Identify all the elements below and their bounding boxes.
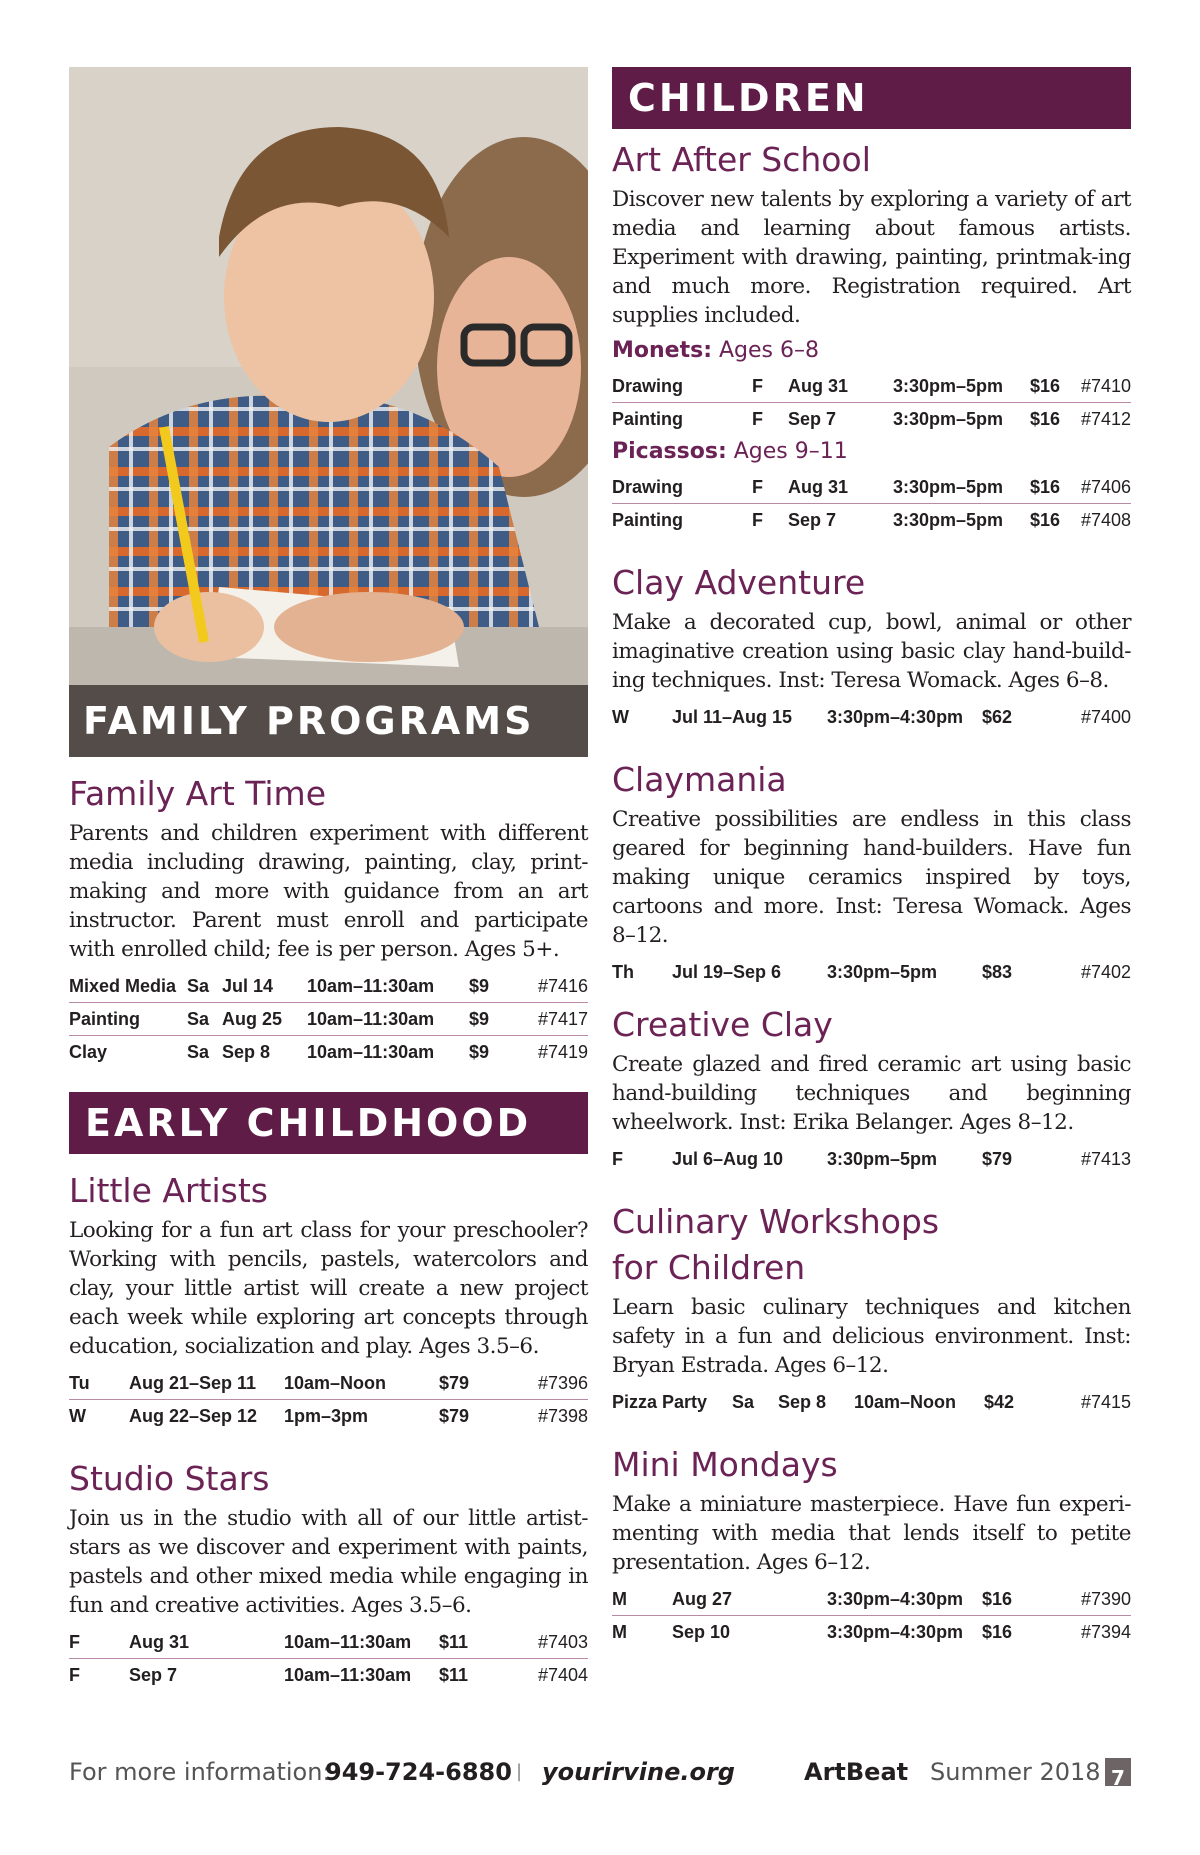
clay-adventure-schedule — [612, 701, 1131, 733]
class-date: Aug 22–Sep 12 — [129, 1400, 284, 1433]
footer-phone[interactable]: 949-724-6880 — [325, 1758, 512, 1786]
class-name: Pizza Party — [612, 1391, 708, 1412]
footer-publication: ArtBeat — [804, 1758, 909, 1786]
class-date: Aug 27 — [672, 1588, 733, 1609]
class-date: Aug 31 — [788, 476, 849, 497]
clay-adventure-title: Clay Adventure — [612, 563, 866, 602]
page-footer — [69, 1752, 1131, 1792]
class-number: #7400 — [1080, 706, 1131, 727]
class-fee: $62 — [982, 706, 1013, 727]
class-day: W — [612, 706, 629, 727]
class-date: Sep 7 — [788, 403, 893, 436]
studio-stars-description: Join us in the studio with all of our little artist-stars as we discover and experiment with paints, pastels and other mixed media while engaging in fun and creative activities. Ages 3.5–6. — [69, 1506, 588, 1618]
class-number: #7413 — [1080, 1148, 1131, 1169]
clay-adventure-description: Make a decorated cup, bowl, animal or other imaginative creation using basic clay hand-build-ing techniques. Inst: Teresa Womack. Ages 6–8. — [612, 610, 1131, 693]
mini-mondays-schedule — [612, 1583, 1131, 1648]
footer-info-label: For more information: — [69, 1758, 331, 1786]
class-number: #7410 — [1080, 375, 1131, 396]
class-fee: $16 — [1030, 504, 1068, 537]
monets-schedule — [612, 370, 1131, 435]
family-art-time-title: Family Art Time — [69, 774, 327, 813]
class-fee: $11 — [439, 1659, 494, 1692]
class-day: F — [69, 1631, 80, 1652]
little-artists-title: Little Artists — [69, 1171, 268, 1210]
class-name: Drawing — [612, 476, 684, 497]
table-row — [69, 1036, 588, 1069]
class-fee: $79 — [439, 1400, 495, 1433]
class-name: Painting — [69, 1003, 187, 1036]
table-row — [612, 403, 1131, 436]
class-date: Aug 31 — [129, 1631, 190, 1652]
class-date: Aug 21–Sep 11 — [129, 1372, 257, 1393]
class-time: 10am–11:30am — [307, 1003, 469, 1036]
class-number: #7406 — [1080, 476, 1131, 497]
class-name: Clay — [69, 1036, 187, 1069]
class-time: 10am–11:30am — [307, 1036, 469, 1069]
class-date: Jul 11–Aug 15 — [672, 706, 793, 727]
class-number: #7402 — [1080, 961, 1131, 982]
class-number: #7412 — [1068, 403, 1131, 436]
table-row — [69, 1659, 588, 1692]
picassos-schedule — [612, 471, 1131, 536]
family-art-time-description: Parents and children experiment with different media including drawing, painting, clay, print-making and more with guidance from an art instructor. Parent must enroll and participate with enrolled child; fee is per person. Ages 5+. — [69, 821, 588, 962]
class-fee: $83 — [982, 961, 1013, 982]
class-fee: $16 — [982, 1588, 1013, 1609]
table-row — [612, 471, 1131, 504]
class-date: Sep 8 — [222, 1036, 307, 1069]
class-time: 10am–11:30am — [284, 1659, 439, 1692]
footer-separator: | — [516, 1761, 523, 1782]
class-time: 1pm–3pm — [284, 1400, 439, 1433]
class-date: Jul 14 — [222, 975, 274, 996]
class-time: 10am–11:30am — [307, 975, 435, 996]
table-row — [69, 1003, 588, 1036]
creative-clay-description: Create glazed and fired ceramic art using basic hand-building techniques and beginning wheelwork. Inst: Erika Belanger. Ages 8–12. — [612, 1052, 1131, 1135]
class-fee: $42 — [984, 1391, 1015, 1412]
class-day: F — [752, 375, 763, 396]
class-fee: $9 — [469, 975, 490, 996]
right-column — [612, 67, 1131, 1648]
class-day: Sa — [732, 1391, 755, 1412]
culinary-title-line1: Culinary Workshops — [612, 1202, 940, 1241]
mini-mondays-description: Make a miniature masterpiece. Have fun experi-menting with media that lends itself to petite presentation. Ages 6–12. — [612, 1492, 1131, 1575]
picassos-ages: Ages 9–11 — [733, 439, 848, 464]
class-day: Tu — [69, 1372, 90, 1393]
class-date: Sep 7 — [129, 1659, 284, 1692]
table-row — [612, 956, 1131, 988]
studio-stars-title: Studio Stars — [69, 1459, 270, 1498]
class-day: Sa — [187, 975, 210, 996]
class-date: Jul 19–Sep 6 — [672, 961, 782, 982]
table-row — [69, 1367, 588, 1400]
culinary-schedule — [612, 1386, 1131, 1418]
class-number: #7394 — [1038, 1616, 1131, 1649]
monets-ages: Ages 6–8 — [719, 338, 819, 363]
culinary-description: Learn basic culinary techniques and kitchen safety in a fun and delicious environment. Inst: Bryan Estrada. Ages 6–12. — [612, 1295, 1131, 1378]
footer-season: Summer 2018 — [930, 1758, 1101, 1786]
footer-website-link[interactable]: yourirvine.org — [542, 1758, 735, 1786]
class-number: #7390 — [1080, 1588, 1131, 1609]
picassos-label: Picassos: — [612, 439, 727, 464]
class-number: #7403 — [537, 1631, 588, 1652]
mini-mondays-title: Mini Mondays — [612, 1445, 838, 1484]
left-column — [69, 67, 588, 1691]
table-row — [612, 370, 1131, 403]
class-date: Sep 8 — [778, 1391, 827, 1412]
class-fee: $79 — [982, 1148, 1013, 1169]
page-number: 7 — [1105, 1758, 1131, 1786]
monets-label: Monets: — [612, 338, 712, 363]
claymania-schedule — [612, 956, 1131, 988]
class-day: Sa — [187, 1003, 222, 1036]
class-time: 3:30pm–5pm — [893, 476, 1004, 497]
table-row — [612, 504, 1131, 537]
family-art-time-schedule — [69, 970, 588, 1068]
class-fee: $9 — [469, 1003, 503, 1036]
class-day: F — [752, 403, 788, 436]
family-photo — [69, 67, 588, 757]
studio-stars-schedule — [69, 1626, 588, 1691]
class-time: 3:30pm–5pm — [893, 403, 1030, 436]
class-date: Aug 31 — [788, 375, 849, 396]
class-time: 10am–Noon — [284, 1372, 387, 1393]
class-time: 3:30pm–5pm — [827, 961, 938, 982]
class-time: 3:30pm–4:30pm — [827, 1616, 982, 1649]
class-time: 3:30pm–5pm — [827, 1148, 938, 1169]
class-day: M — [612, 1588, 627, 1609]
creative-clay-schedule — [612, 1143, 1131, 1175]
class-number: #7398 — [495, 1400, 588, 1433]
class-date: Aug 25 — [222, 1003, 307, 1036]
creative-clay-title: Creative Clay — [612, 1005, 833, 1044]
class-time: 10am–Noon — [854, 1391, 957, 1412]
claymania-title: Claymania — [612, 760, 787, 799]
table-row — [612, 1616, 1131, 1649]
class-day: F — [752, 504, 788, 537]
class-number: #7419 — [503, 1036, 588, 1069]
table-row — [69, 970, 588, 1003]
art-after-school-description: Discover new talents by exploring a variety of art media and learning about famous artists. Experiment with drawing, painting, printmak-ing and much more. Registration required. Art supplies included. — [612, 187, 1131, 328]
class-name: Mixed Media — [69, 975, 177, 996]
class-day: Th — [612, 961, 634, 982]
class-number: #7404 — [494, 1659, 588, 1692]
class-number: #7408 — [1068, 504, 1131, 537]
picassos-heading — [612, 437, 1131, 467]
culinary-title-line2: for Children — [612, 1248, 806, 1287]
early-childhood-banner: EARLY CHILDHOOD — [69, 1092, 588, 1154]
class-day: F — [612, 1148, 623, 1169]
class-day: F — [752, 476, 763, 497]
table-row — [612, 701, 1131, 733]
class-name: Drawing — [612, 375, 684, 396]
table-row — [612, 1143, 1131, 1175]
children-banner: CHILDREN — [612, 67, 1131, 129]
class-fee: $16 — [1030, 375, 1061, 396]
family-programs-banner: FAMILY PROGRAMS — [69, 685, 588, 757]
photo-illustration — [69, 67, 588, 757]
class-time: 10am–11:30am — [284, 1631, 412, 1652]
class-number: #7415 — [1080, 1391, 1131, 1412]
class-fee: $16 — [982, 1616, 1038, 1649]
class-date: Sep 10 — [672, 1616, 827, 1649]
class-fee: $9 — [469, 1036, 503, 1069]
claymania-description: Creative possibilities are endless in this class geared for beginning hand-builders. Have fun making unique ceramics inspired by toys, cartoons and more. Inst: Teresa Womack. Ages 8–12. — [612, 807, 1131, 948]
table-row — [69, 1626, 588, 1659]
table-row — [69, 1400, 588, 1433]
class-number: #7416 — [537, 975, 588, 996]
class-day: W — [69, 1400, 129, 1433]
class-fee: $16 — [1030, 403, 1068, 436]
class-name: Painting — [612, 403, 752, 436]
class-fee: $16 — [1030, 476, 1061, 497]
table-row — [612, 1583, 1131, 1616]
table-row — [612, 1386, 1131, 1418]
class-number: #7417 — [503, 1003, 588, 1036]
class-day: M — [612, 1616, 672, 1649]
little-artists-description: Looking for a fun art class for your preschooler? Working with pencils, pastels, watercolors and clay, your little artist will create a new project each week while exploring art concepts through education, socialization and play. Ages 3.5–6. — [69, 1218, 588, 1359]
class-date: Sep 7 — [788, 504, 893, 537]
class-fee: $79 — [439, 1372, 470, 1393]
class-date: Jul 6–Aug 10 — [672, 1148, 784, 1169]
class-day: Sa — [187, 1036, 222, 1069]
class-name: Painting — [612, 504, 752, 537]
class-time: 3:30pm–5pm — [893, 375, 1004, 396]
class-time: 3:30pm–5pm — [893, 504, 1030, 537]
class-number: #7396 — [537, 1372, 588, 1393]
class-day: F — [69, 1659, 129, 1692]
class-time: 3:30pm–4:30pm — [827, 706, 964, 727]
class-time: 3:30pm–4:30pm — [827, 1588, 964, 1609]
art-after-school-title: Art After School — [612, 140, 871, 179]
monets-heading — [612, 336, 1131, 366]
little-artists-schedule — [69, 1367, 588, 1432]
class-fee: $11 — [439, 1631, 469, 1652]
